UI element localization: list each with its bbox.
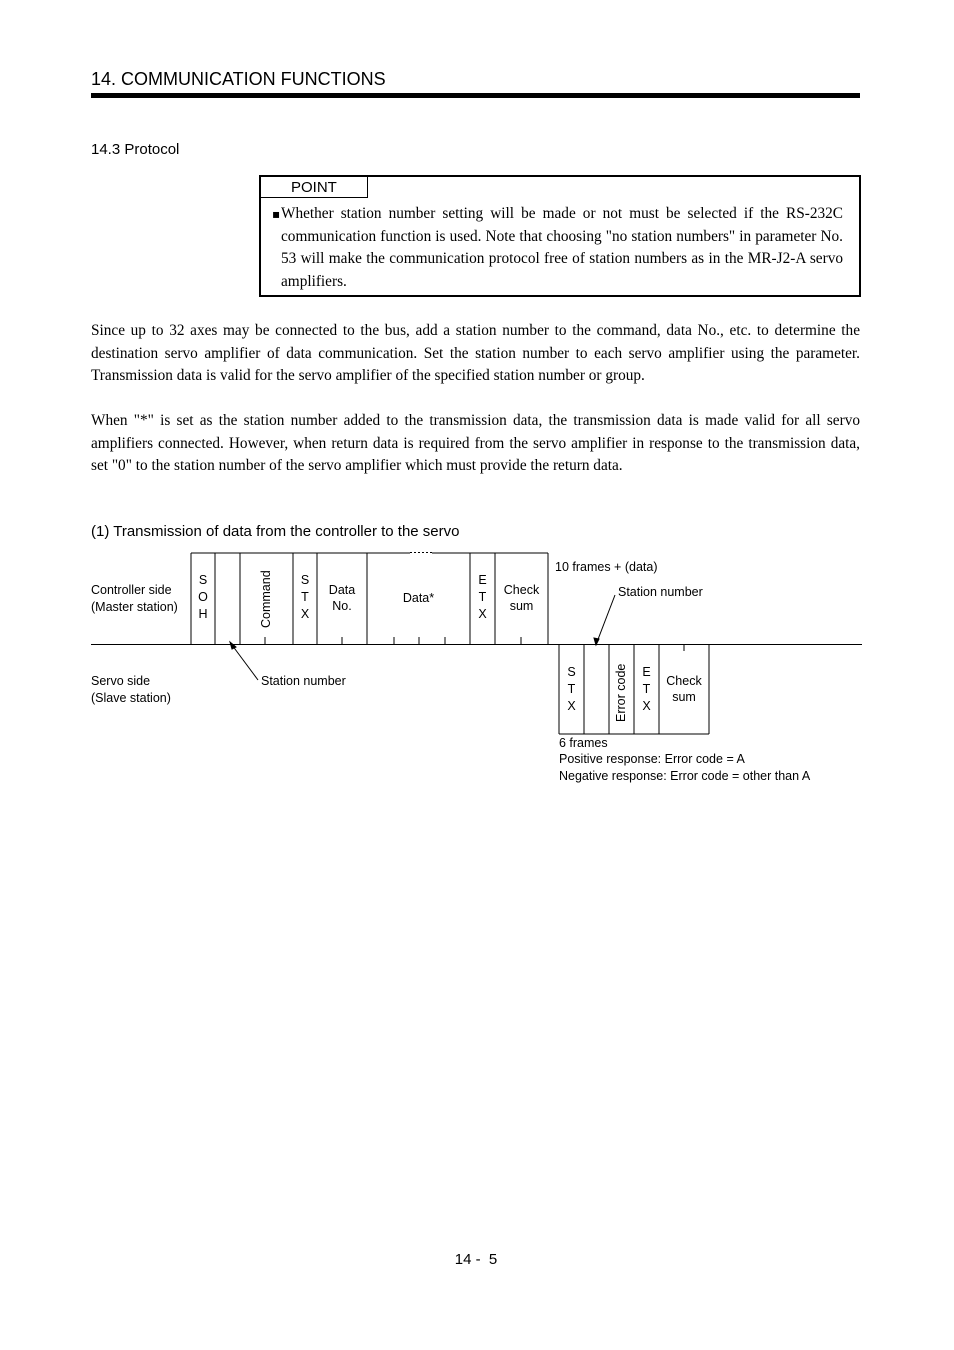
station-number-arrow-rx	[594, 595, 615, 645]
chapter-title: 14. COMMUNICATION FUNCTIONS	[91, 69, 386, 89]
point-label: POINT	[261, 177, 368, 198]
response-field-error-code: Error code	[614, 663, 628, 722]
frames-tx-label: 10 frames + (data)	[555, 560, 658, 574]
body-paragraph-2: When "*" is set as the station number added to the transmission data, the transmission data is made valid for all servo amplifiers connected. However, when return data is required from the servo amplifier in response to the transmission data, set "0" to the station number of the servo amplifier which must provide the return data.	[91, 412, 860, 475]
section-heading: 14.3 Protocol	[91, 141, 180, 158]
page-number: 14 - 5	[454, 1251, 498, 1268]
station-number-label-rx: Station number	[618, 585, 703, 599]
field-soh: S O H	[198, 573, 208, 621]
point-text: Whether station number setting will be made or not must be selected if the RS-232C communication function is used. Note that choosing "no station numbers" in parameter No. 53 will make the communication protocol free of station numbers as in the MR-J2-A servo amplifiers.	[281, 205, 843, 290]
response-field-stx: S T X	[567, 665, 576, 713]
frames-rx-label: 6 frames	[559, 736, 608, 750]
controller-side-label: Controller side (Master station)	[91, 583, 178, 614]
field-etx: E T X	[478, 573, 487, 621]
response-field-checksum: Check sum	[666, 674, 702, 704]
field-checksum: Check sum	[503, 583, 540, 613]
station-number-arrow-tx	[230, 642, 258, 680]
diagram-heading: (1) Transmission of data from the controller to the servo	[91, 523, 460, 540]
field-stx: S T X	[300, 573, 310, 621]
positive-response-note: Positive response: Error code = A	[559, 752, 745, 766]
station-number-label-tx: Station number	[261, 674, 346, 688]
bullet-icon: ▪	[272, 207, 281, 221]
response-field-etx: E T X	[642, 665, 651, 713]
field-command: Command	[259, 570, 273, 628]
field-data: Data*	[402, 591, 435, 605]
negative-response-note: Negative response: Error code = other than A	[559, 769, 811, 783]
field-data-no: Data No.	[328, 583, 356, 613]
body-paragraph-1: Since up to 32 axes may be connected to the bus, add a station number to the command, data No., etc. to determine the destination servo amplifier of data communication. Set the station number to each servo amplifier using the parameter. Transmission data is valid for the servo amplifier of the specified station number or group.	[91, 322, 860, 385]
servo-side-label: Servo side (Slave station)	[91, 674, 171, 705]
